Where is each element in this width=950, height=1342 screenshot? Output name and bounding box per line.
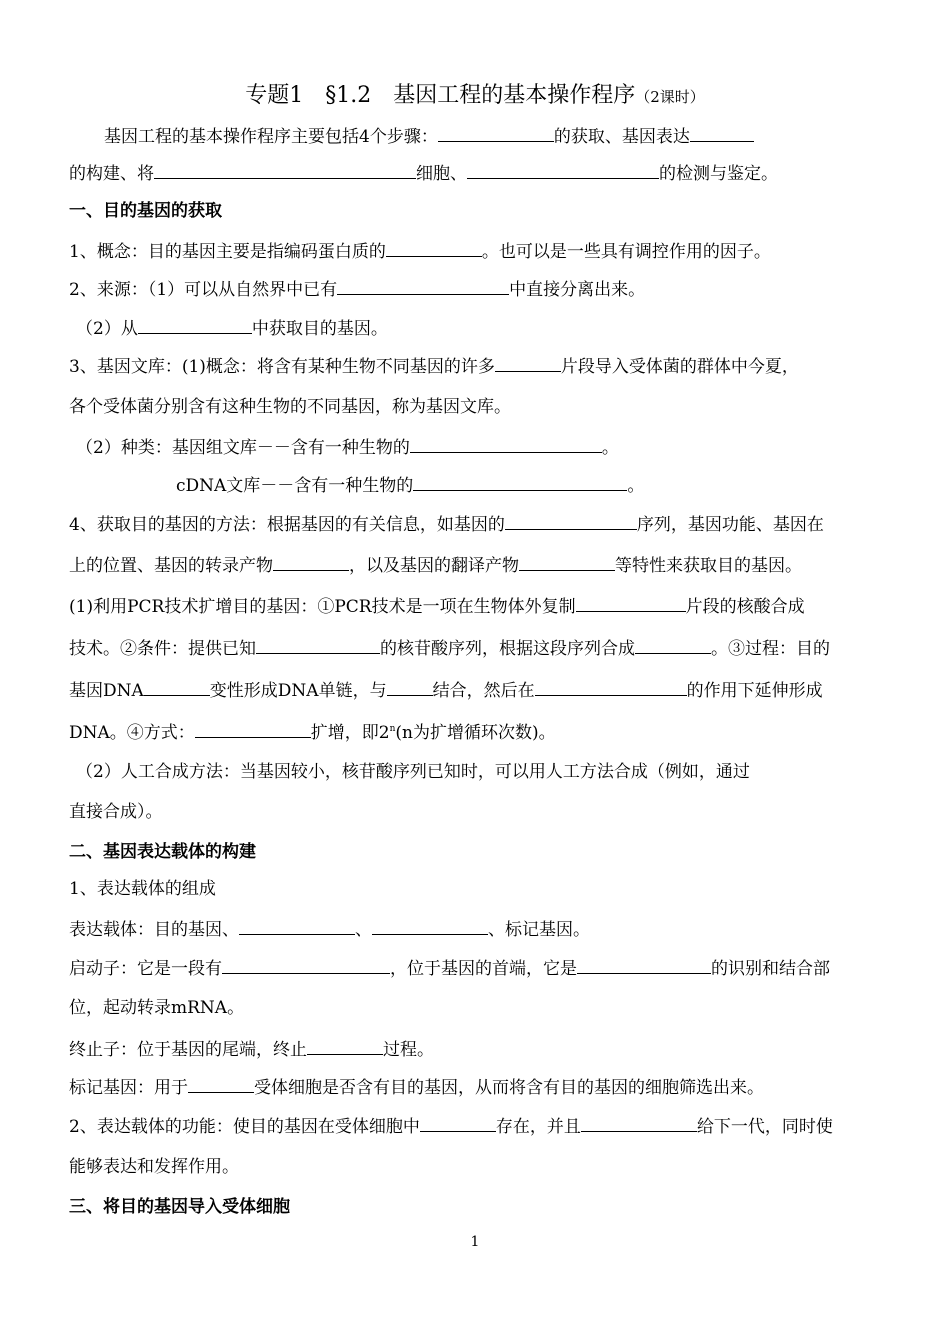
s1-library-2: 各个受体菌分别含有这种生物的不同基因，称为基因文库。: [69, 397, 511, 417]
page-title: [0, 78, 950, 109]
blank[interactable]: [495, 353, 561, 372]
s2-composition: 1、表达载体的组成: [69, 879, 216, 899]
s1-method-2: 上的位置、基因的转录产物 ，以及基因的翻译产物 等特性来获取目的基因。: [69, 552, 802, 578]
page-number: 1: [470, 1234, 480, 1250]
s1-source: 2、来源：（1）可以从自然界中已有 中直接分离出来。: [69, 276, 645, 302]
s1-artificial: （2）人工合成方法：当基因较小，核苷酸序列已知时，可以用人工方法合成（例如，通过: [76, 762, 750, 782]
s1-source-2: （2）从 中获取目的基因。: [76, 315, 388, 341]
s1-pcr-2: 技术。②条件：提供已知 的核苷酸序列，根据这段序列合成 。③过程：目的: [69, 635, 830, 661]
s1-artificial-2: 直接合成）。: [69, 802, 163, 822]
intro-line-2: 的构建、将 细胞、 的检测与鉴定。: [69, 160, 778, 186]
section-3-heading: 三、将目的基因导入受体细胞: [69, 1197, 290, 1217]
title-main: 专题1 §1.2 基因工程的基本操作程序: [245, 83, 636, 108]
blank[interactable]: [576, 593, 686, 612]
section-1-heading: 一、目的基因的获取: [69, 201, 222, 221]
blank[interactable]: [438, 123, 554, 142]
blank[interactable]: [337, 276, 509, 295]
s2-promoter: 启动子：它是一段有 ，位于基因的首端，它是 的识别和结合部: [69, 955, 830, 981]
s2-promoter-2: 位，起动转录mRNA。: [69, 998, 245, 1018]
blank[interactable]: [372, 916, 488, 935]
blank[interactable]: [505, 511, 637, 530]
blank[interactable]: [535, 677, 687, 696]
s2-marker: 标记基因：用于 受体细胞是否含有目的基因，从而将含有目的基因的细胞筛选出来。: [69, 1074, 764, 1100]
title-sub: （2课时）: [635, 88, 705, 106]
s1-method: 4、获取目的基因的方法：根据基因的有关信息，如基因的 序列，基因功能、基因在: [69, 511, 824, 537]
s1-library-kind: （2）种类：基因组文库－－含有一种生物的 。: [76, 434, 619, 460]
blank[interactable]: [413, 472, 627, 491]
blank[interactable]: [467, 160, 659, 179]
blank[interactable]: [581, 1113, 697, 1132]
blank[interactable]: [138, 315, 252, 334]
s1-pcr-3: 基因DNA 变性形成DNA单链，与 结合，然后在 的作用下延伸形成: [69, 677, 823, 703]
blank[interactable]: [222, 955, 390, 974]
blank[interactable]: [188, 1074, 254, 1093]
blank[interactable]: [144, 677, 210, 696]
s1-pcr-1: (1)利用PCR技术扩增目的基因：①PCR技术是一项在生物体外复制 片段的核酸合成: [69, 593, 805, 619]
blank[interactable]: [386, 238, 482, 257]
intro-line-1: 基因工程的基本操作程序主要包括4个步骤： 的获取、基因表达: [104, 123, 754, 149]
blank[interactable]: [239, 916, 355, 935]
blank[interactable]: [635, 635, 711, 654]
section-2-heading: 二、基因表达载体的构建: [69, 842, 256, 862]
s1-cdna-library: cDNA文库－－含有一种生物的 。: [176, 472, 644, 498]
s2-function: 2、表达载体的功能：使目的基因在受体细胞中 存在，并且 给下一代，同时使: [69, 1113, 833, 1139]
blank[interactable]: [154, 160, 416, 179]
blank[interactable]: [577, 955, 711, 974]
blank[interactable]: [519, 552, 615, 571]
blank[interactable]: [410, 434, 602, 453]
s2-function-2: 能够表达和发挥作用。: [69, 1157, 239, 1177]
blank[interactable]: [195, 719, 311, 738]
blank[interactable]: [690, 123, 754, 142]
blank[interactable]: [420, 1113, 496, 1132]
s1-library: 3、基因文库：(1)概念：将含有某种生物不同基因的许多 片段导入受体菌的群体中今夏，: [69, 353, 799, 379]
s1-concept: 1、概念：目的基因主要是指编码蛋白质的 。也可以是一些具有调控作用的因子。: [69, 238, 771, 264]
s2-terminator: 终止子：位于基因的尾端，终止 过程。: [69, 1036, 434, 1062]
s1-pcr-4: DNA。④方式： 扩增，即2$^n$(n为扩增循环次数)。: [69, 719, 556, 745]
blank[interactable]: [273, 552, 349, 571]
blank[interactable]: [387, 677, 433, 696]
blank[interactable]: [307, 1036, 383, 1055]
blank[interactable]: [256, 635, 380, 654]
s2-vector: 表达载体：目的基因、 、 、标记基因。: [69, 916, 590, 942]
